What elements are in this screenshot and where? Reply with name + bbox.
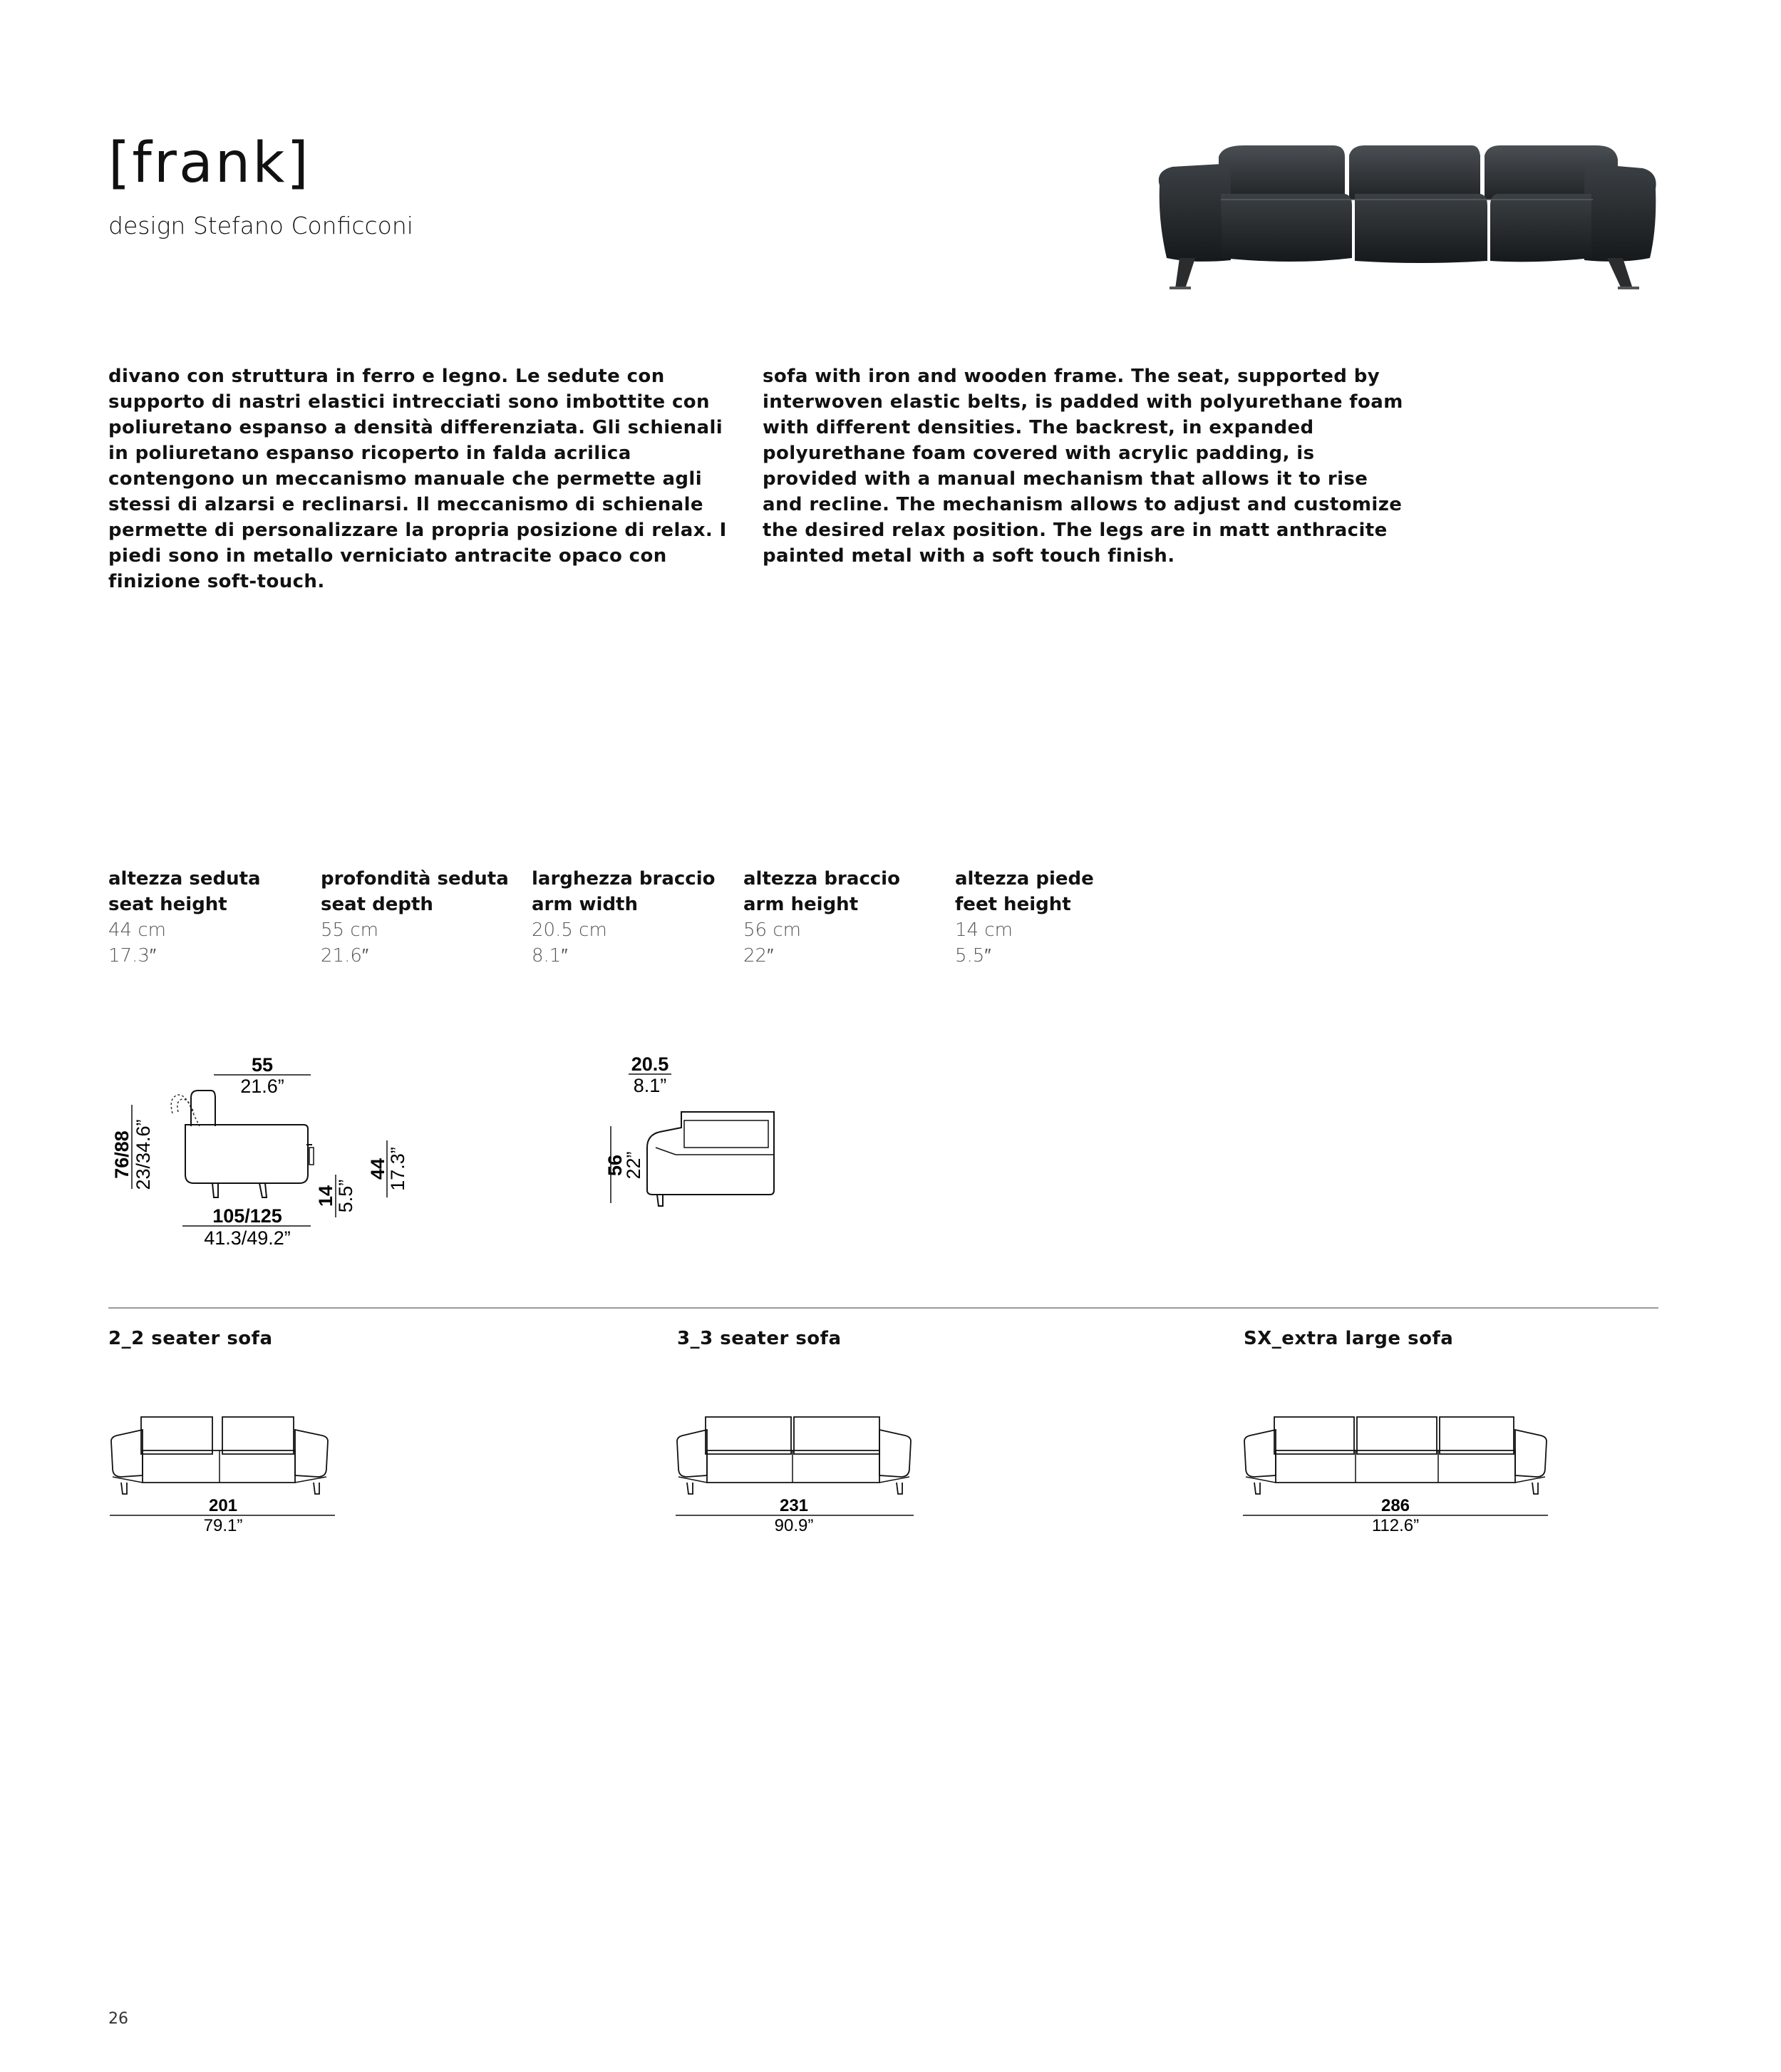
dim-length-in: 41.3/49.2” [204,1227,291,1249]
dim-arm-width-in: 8.1” [633,1075,667,1096]
spec-label-en: arm height [743,894,859,915]
dim-seat-cm: 44 [367,1158,388,1180]
dim-arm-height-cm: 56 [604,1154,626,1177]
spec-value-cm: 55 cm [321,919,378,941]
designer-credit: design Stefano Conficconi [108,212,413,239]
width-cm: 201 [208,1496,238,1515]
product-title: [frank] [108,131,311,195]
spec-value-inch: 21.6″ [321,945,369,967]
spec-value-cm: 14 cm [955,919,1013,941]
spec-feet-height [955,866,1162,969]
sofa-extra-large-drawing [1240,1411,1554,1540]
model-label-extra-large: SX_extra large sofa [1244,1328,1454,1349]
spec-seat-depth [321,866,527,969]
width-cm: 286 [1380,1496,1410,1515]
spec-arm-height [743,866,950,969]
sofa-3-seater-drawing [673,1411,922,1540]
spec-label-it: altezza piede [955,868,1094,890]
sofa-2-seater-drawing [107,1411,342,1540]
width-in: 112.6” [1371,1516,1420,1535]
side-section-drawing [107,1048,420,1262]
spec-value-inch: 5.5″ [955,945,991,967]
spec-label-it: altezza seduta [108,868,261,890]
width-cm: 231 [779,1496,809,1515]
spec-label-it: profondità seduta [321,868,509,890]
description-english: sofa with iron and wooden frame. The seat, supported by interwoven elastic belts, is padded with polyurethane foam with different densities. The backrest, in expanded polyurethane foam covered with acrylic padding, is provided with a manual mechanism that allows it to rise and recline. The mechanism allows to adjust and customize the desired relax position. The legs are in matt anthracite painted metal with a soft touch finish. [763,366,1403,567]
dim-depth-cm: 55 [251,1054,274,1076]
dim-depth-in: 21.6” [240,1076,284,1097]
width-in: 90.9” [774,1516,814,1535]
spec-label-en: feet height [955,894,1071,915]
spec-label-en: seat height [108,894,227,915]
section-divider [108,1307,1658,1309]
dim-arm-height-in: 22” [623,1151,644,1180]
spec-label-it: larghezza braccio [532,868,716,890]
spec-value-cm: 56 cm [743,919,801,941]
spec-label-it: altezza braccio [743,868,900,890]
arm-section-drawing [584,1048,798,1212]
dim-feet-cm: 14 [315,1185,336,1207]
spec-value-cm: 20.5 cm [532,919,607,941]
spec-label-en: arm width [532,894,638,915]
spec-label-en: seat depth [321,894,433,915]
dim-height-in: 23/34.6” [133,1119,154,1190]
description-italian: divano con struttura in ferro e legno. Le sedute con supporto di nastri elastici intrecciati sono imbottite con poliuretano espanso a densità differenziata. Gli schienali in poliuretano espanso ricoperto in falda acrilica contengono un meccanismo manuale che permette agli stessi di alzarsi e reclinarsi. Il meccanismo di schienale permette di personalizzare la propria posizione di relax. I piedi sono in metallo verniciato antracite opaco con finizione soft-touch. [108,366,727,592]
dim-feet-in: 5.5” [335,1179,356,1213]
spec-seat-height [108,866,315,969]
spec-value-cm: 44 cm [108,919,166,941]
spec-value-inch: 22″ [743,945,774,967]
dim-seat-in: 17.3” [387,1147,408,1191]
spec-arm-width [532,866,738,969]
model-label-2-seater: 2_2 seater sofa [108,1328,273,1349]
page-number: 26 [108,2010,128,2028]
spec-value-inch: 8.1″ [532,945,568,967]
dim-arm-width-cm: 20.5 [631,1053,669,1075]
spec-value-inch: 17.3″ [108,945,157,967]
dim-length-cm: 105/125 [212,1205,282,1227]
sofa-photo [1151,135,1664,292]
width-in: 79.1” [203,1516,243,1535]
model-label-3-seater: 3_3 seater sofa [677,1328,842,1349]
dim-height-cm: 76/88 [111,1130,133,1179]
